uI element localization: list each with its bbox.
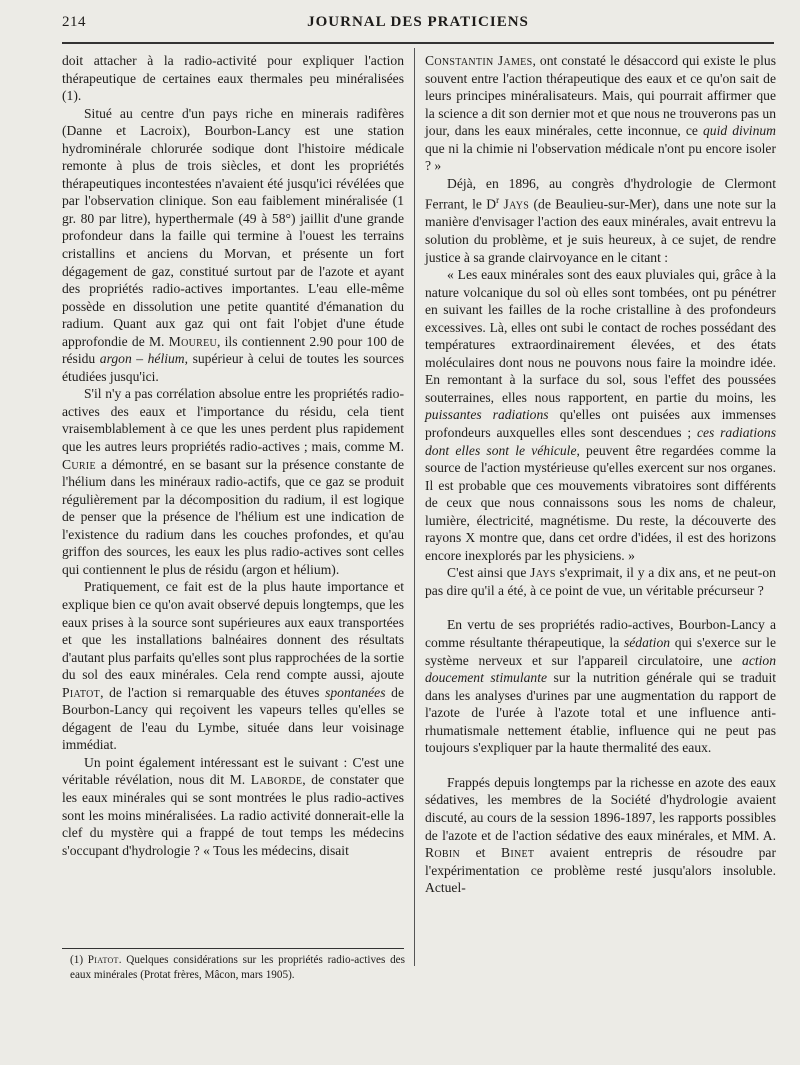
text: (de Beaulieu-sur-Mer), dans une note sur la manière d'envisager l'action des eaux minérales, avait entrevu la solution du problème, et je suis heureux, à ce sujet, de rendre justice à sa grande clairvoyance en le citant : bbox=[425, 196, 776, 265]
text: , ils contiennent 2.90 pour 100 de résidu bbox=[62, 333, 404, 367]
text: , de constater que les eaux minérales qui se sont montrées le plus radio-actives sont les moins minéralisées. La radio activité donnerait-elle la clef du mystère qui a frappé de tout temps les médecins s'occupant d'hydrologie ? « Tous les médecins, disait bbox=[62, 772, 404, 858]
text: Pratiquement, ce fait est de la plus haute importance et explique bien ce qu'on avait observé depuis longtemps, que les eaux prises à la source sont supérieures aux eaux transportées et que les installations balnéaires donnent des résultats d'autant plus parfaits qu'elles sont plus rapprochées de la sortie du sol des eaux minérales. Cela rend compte aussi, ajoute bbox=[62, 579, 404, 683]
text: . Quelques considérations sur les propriétés radio-actives des eaux minérales (Protat frères, Mâcon, mars 1905). bbox=[70, 954, 405, 981]
author-name: Piatot bbox=[62, 684, 101, 700]
paragraph bbox=[425, 564, 776, 599]
text: , ont constaté le désaccord qui existe le plus souvent entre l'action thérapeutique des eaux et ce qu'on sait de leurs principes minéralisateurs. Mais, qui pourrait affirmer que la science a dit son dernier mot et que nous ne trouverons pas un jour, dans les eaux minérales, cette inconnue, ce bbox=[425, 53, 776, 139]
text: C'est ainsi que bbox=[447, 565, 531, 581]
paragraph bbox=[425, 175, 776, 266]
text: S'il n'y a pas corrélation absolue entre les propriétés radio-actives des eaux et l'importance du résidu, cela tient vraisemblablement à ce que les unes perdent plus rapidement que les autres leurs propriétés radio-actives ; mais, comme M. bbox=[62, 386, 404, 455]
paragraph bbox=[62, 385, 404, 578]
text: Déjà, en 1896, au congrès d'hydrologie de Clermont Ferrant, le D bbox=[425, 175, 776, 212]
left-column bbox=[62, 52, 404, 859]
text: sur la nutrition générale qui se traduit dans les analyses d'urines par une augmentation du rapport de l'azote de l'urée à l'azote total et une influence anti-rhumatismale nettement établie, influence qui ne peut pas toujours s'expliquer par la haute thermalité des eaux. bbox=[425, 670, 777, 756]
column-divider bbox=[414, 48, 415, 966]
right-column bbox=[425, 52, 776, 897]
author-name: Laborde bbox=[250, 772, 303, 788]
text: En vertu de ses propriétés radio-actives, Bourbon-Lancy a comme résultante thérapeutique, la bbox=[425, 617, 776, 651]
text: s'exprimait, il y a dix ans, et ne peut-on pas dire qu'il a été, à ce point de vue, un véritable précurseur ? bbox=[425, 565, 776, 598]
text: Un point également intéressant est le suivant : C'est une véritable révélation, nous dit M. bbox=[62, 754, 404, 788]
footnote-rule bbox=[62, 948, 404, 949]
emphasis: sédation bbox=[623, 635, 671, 651]
paragraph bbox=[425, 52, 776, 175]
paragraph bbox=[425, 616, 776, 756]
paragraph bbox=[425, 266, 776, 564]
author-name: Robin bbox=[425, 845, 461, 861]
journal-title: JOURNAL DES PRATICIENS bbox=[307, 14, 529, 30]
text: Situé au centre d'un pays riche en minerais radifères (Danne et Lacroix), Bourbon-Lancy est une station hydrominérale chlorurée sodique dont l'histoire médicale remonte à plus de trois siècles, et dont les propriétés thérapeutiques incontestées n'avaient été jusqu'ici révélées que par l'observation clinique. Son eau faiblement minéralisée (1 gr. 80 par litre), hyperthermale (49 à 58°) jaillit d'une grande profondeur dans la faille qui termine à l'ouest les terrains cristallins et anciens du Morvan, et présente un fort dégagement de gaz, constitué surtout par de l'azote et ayant des propriétés radio-actives importantes. L'eau elle-même possède en dissolution une petite quantité d'émanation du radium. Quant aux gaz qui ont fait l'objet d'une étude approfondie de M. bbox=[62, 105, 404, 349]
text: (1) bbox=[70, 954, 88, 966]
text: , de l'action si remarquable des étuves bbox=[100, 684, 326, 700]
paragraph bbox=[62, 578, 404, 753]
text: « Les eaux minérales sont des eaux pluviales qui, grâce à la nature volcanique du sol où elles sont tombées, ont pu pénétrer en suivant les failles de la roche cristalline à des profondeurs excessives. Là, elles ont subi le contact de roches possédant des températures extraordinairement élevées, et des états moléculaires dont nous ne pouvons nous faire la moindre idée. En remontant à la surface du sol, sous l'effet des poussées souterraines, elles nous rapportent, en partie du moins, les bbox=[425, 267, 776, 405]
emphasis: argon – hélium bbox=[99, 351, 185, 367]
text: qui s'exerce sur le système nerveux et sur l'appareil circulatoire, une bbox=[425, 635, 776, 668]
author-name: Constantin James bbox=[425, 53, 533, 68]
author-name: Jays bbox=[503, 196, 530, 212]
text: Frappés depuis longtemps par la richesse en azote des eaux sédatives, les membres de la Société d'hydrologie avaient discuté, au cours de la session 1896-1897, les rapports possibles de l'azote et de l'action sédative des eaux minérales, et MM. A. bbox=[425, 774, 776, 843]
emphasis: action doucement stimulante bbox=[425, 652, 776, 686]
author-name: Jays bbox=[530, 565, 556, 581]
paragraph bbox=[425, 774, 776, 897]
text: , peuvent être regardées comme la source de l'action mystérieuse qu'elles exercent sur nos organes. Il est probable que ces mouvements vibratoires sont différents de ceux que nous connaissons sous les noms de chaleur, lumière, électricité, magnétisme. Du reste, la découverte des rayons X montre que, dans cet ordre d'idées, il est des horizons encore inexplorés par les physiciens. » bbox=[425, 442, 776, 563]
emphasis: quid divinum bbox=[702, 123, 776, 139]
paragraph bbox=[62, 52, 404, 105]
footnote-text bbox=[70, 953, 405, 982]
author-name: Binet bbox=[500, 845, 535, 861]
page-number: 214 bbox=[62, 14, 86, 30]
emphasis: puissantes radiations bbox=[425, 407, 549, 423]
emphasis: ces radiations dont elles sont le véhicule bbox=[425, 425, 776, 458]
author-name: Curie bbox=[62, 456, 96, 472]
text: de Bourbon-Lancy qui reçoivent les vapeurs telles qu'elles se dégagent de l'eau du Lymbe, située dans leur voisinage immédiat. bbox=[62, 684, 404, 753]
author-name: Moureu bbox=[168, 333, 218, 349]
paragraph-gap bbox=[425, 599, 776, 616]
text: doit attacher à la radio-activité pour expliquer l'action thérapeutique de certaines eaux thermales peu minéralisées (1). bbox=[62, 53, 404, 104]
paragraph-gap bbox=[425, 757, 776, 774]
text: et bbox=[460, 845, 501, 861]
text: qu'elles ont puisées aux immenses profondeurs auxquelles elles sont descendues ; bbox=[425, 407, 776, 441]
text: , supérieur à celui de toutes les sources étudiées jusqu'ici. bbox=[62, 351, 404, 384]
footnote bbox=[70, 953, 405, 982]
superscript: r bbox=[496, 195, 500, 206]
running-head bbox=[62, 14, 774, 36]
emphasis: spontanées bbox=[325, 684, 386, 700]
header-rule bbox=[62, 42, 774, 44]
author-name: Piatot bbox=[87, 954, 119, 966]
text: que ni la chimie ni l'observation médicale n'ont pu encore isoler ? » bbox=[425, 140, 776, 174]
text: avaient entrepris de résoudre par l'expérimentation ce problème resté jusqu'alors insoluble. Actuel- bbox=[425, 845, 776, 896]
paragraph bbox=[62, 105, 404, 386]
paragraph bbox=[62, 754, 404, 859]
text: a démontré, en se basant sur la présence constante de l'hélium dans les minéraux radio-actifs, que ce gaz se produit régulièrement par la décomposition du radium, il est logique de penser que la présence de l'hélium est une indication de l'existence du radium dans les couches profondes, et qu'au griffon des sources, les eaux les plus radio-actives sont celles qui contiennent le plus de résidu (argon et hélium). bbox=[62, 456, 404, 577]
